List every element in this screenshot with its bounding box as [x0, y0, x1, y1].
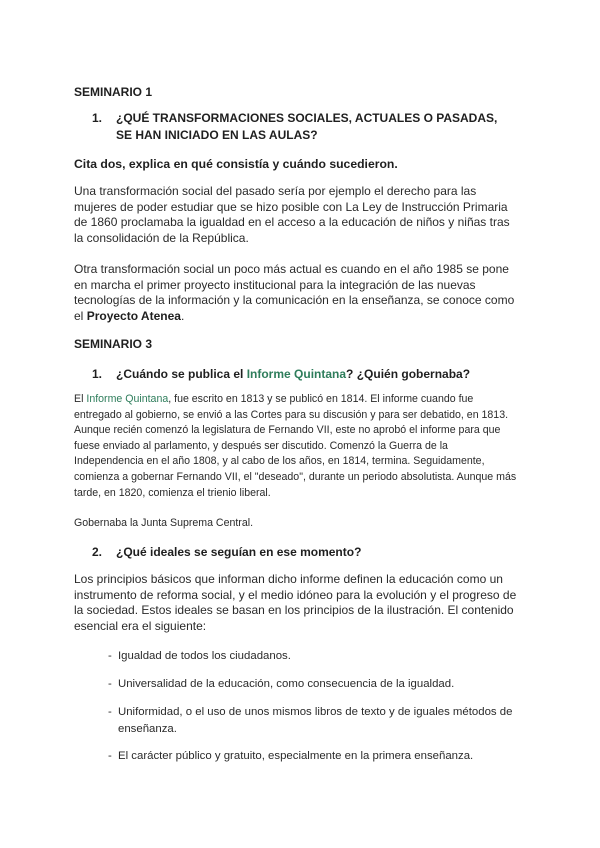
informe-quintana-link-2[interactable]: Informe Quintana	[86, 393, 169, 405]
seminario-3-title: SEMINARIO 3	[74, 337, 153, 351]
bullet-marker: -	[108, 678, 112, 690]
seminario-1-title: SEMINARIO 1	[74, 85, 153, 99]
seminario-1-paragraph-2: Otra transformación social un poco más actual es cuando en el año 1985 se pone en marcha el primer proyecto institucional para la integración de las nuevas tecnologías de la información y la comunicación en la enseñanza, se conoce como el Proyecto Atenea.	[74, 262, 515, 323]
bullet-marker: -	[108, 650, 112, 662]
question-number: 2.	[92, 545, 103, 559]
seminario-1-subtitle: Cita dos, explica en qué consistía y cuándo sucedieron.	[74, 157, 398, 171]
list-item: - El carácter público y gratuito, especialmente en la primera enseñanza.	[108, 748, 518, 765]
bullet-marker: -	[108, 750, 112, 762]
list-item: - Universalidad de la educación, como consecuencia de la igualdad.	[108, 676, 518, 693]
question-text: ¿Cuándo se publica el Informe Quintana? ¿Quién gobernaba?	[116, 367, 471, 381]
bullet-marker: -	[108, 706, 112, 718]
seminario-3-answer-1: El Informe Quintana, fue escrito en 1813 y se publicó en 1814. El informe cuando fue entregado al gobierno, se envió a las Cortes para su discusión y para ser debatido, en 1813. Aunque recién comenzó la legislatura de Fernando VII, este no aprobó el informe para que fuese enviado al parlamento, y después ser discutido. Comenzó la Guerra de la Independencia en el año 1808, y al cabo de los años, en 1814, termina. Seguidamente, comienza a gobernar Fernando VII, el "deseado", durante un periodo absolutista. Aunque más tarde, en 1820, comienza el trienio liberal.	[74, 393, 517, 499]
list-item: - Uniformidad, o el uso de unos mismos libros de texto y de iguales métodos de enseñanza.	[108, 706, 513, 735]
seminario-3-answer-2: Los principios básicos que informan dicho informe definen la educación como un instrumento de reforma social, y el medio idóneo para la evolución y el progreso de la sociedad. Estos ideales se basan en los principios de la ilustración. El contenido esencial era el siguiente:	[74, 572, 517, 633]
question-number: 1.	[92, 111, 103, 125]
seminario-3-answer-1b: Gobernaba la Junta Suprema Central.	[74, 517, 254, 529]
question-text: ¿Qué ideales se seguían en ese momento?	[116, 545, 362, 559]
list-item: - Igualdad de todos los ciudadanos.	[108, 648, 518, 665]
informe-quintana-link[interactable]: Informe Quintana	[246, 367, 347, 381]
question-number: 1.	[92, 367, 103, 381]
seminario-1-paragraph-1: Una transformación social del pasado sería por ejemplo el derecho para las mujeres de poder estudiar que se hizo posible con La Ley de Instrucción Primaria de 1860 proclamaba la igualdad en el acceso a la educación de niños y niñas tras la consolidación de la República.	[74, 184, 510, 245]
question-text: ¿QUÉ TRANSFORMACIONES SOCIALES, ACTUALES O PASADAS, SE HAN INICIADO EN LAS AULAS?	[116, 111, 498, 142]
proyecto-atenea: Proyecto Atenea	[86, 308, 181, 323]
